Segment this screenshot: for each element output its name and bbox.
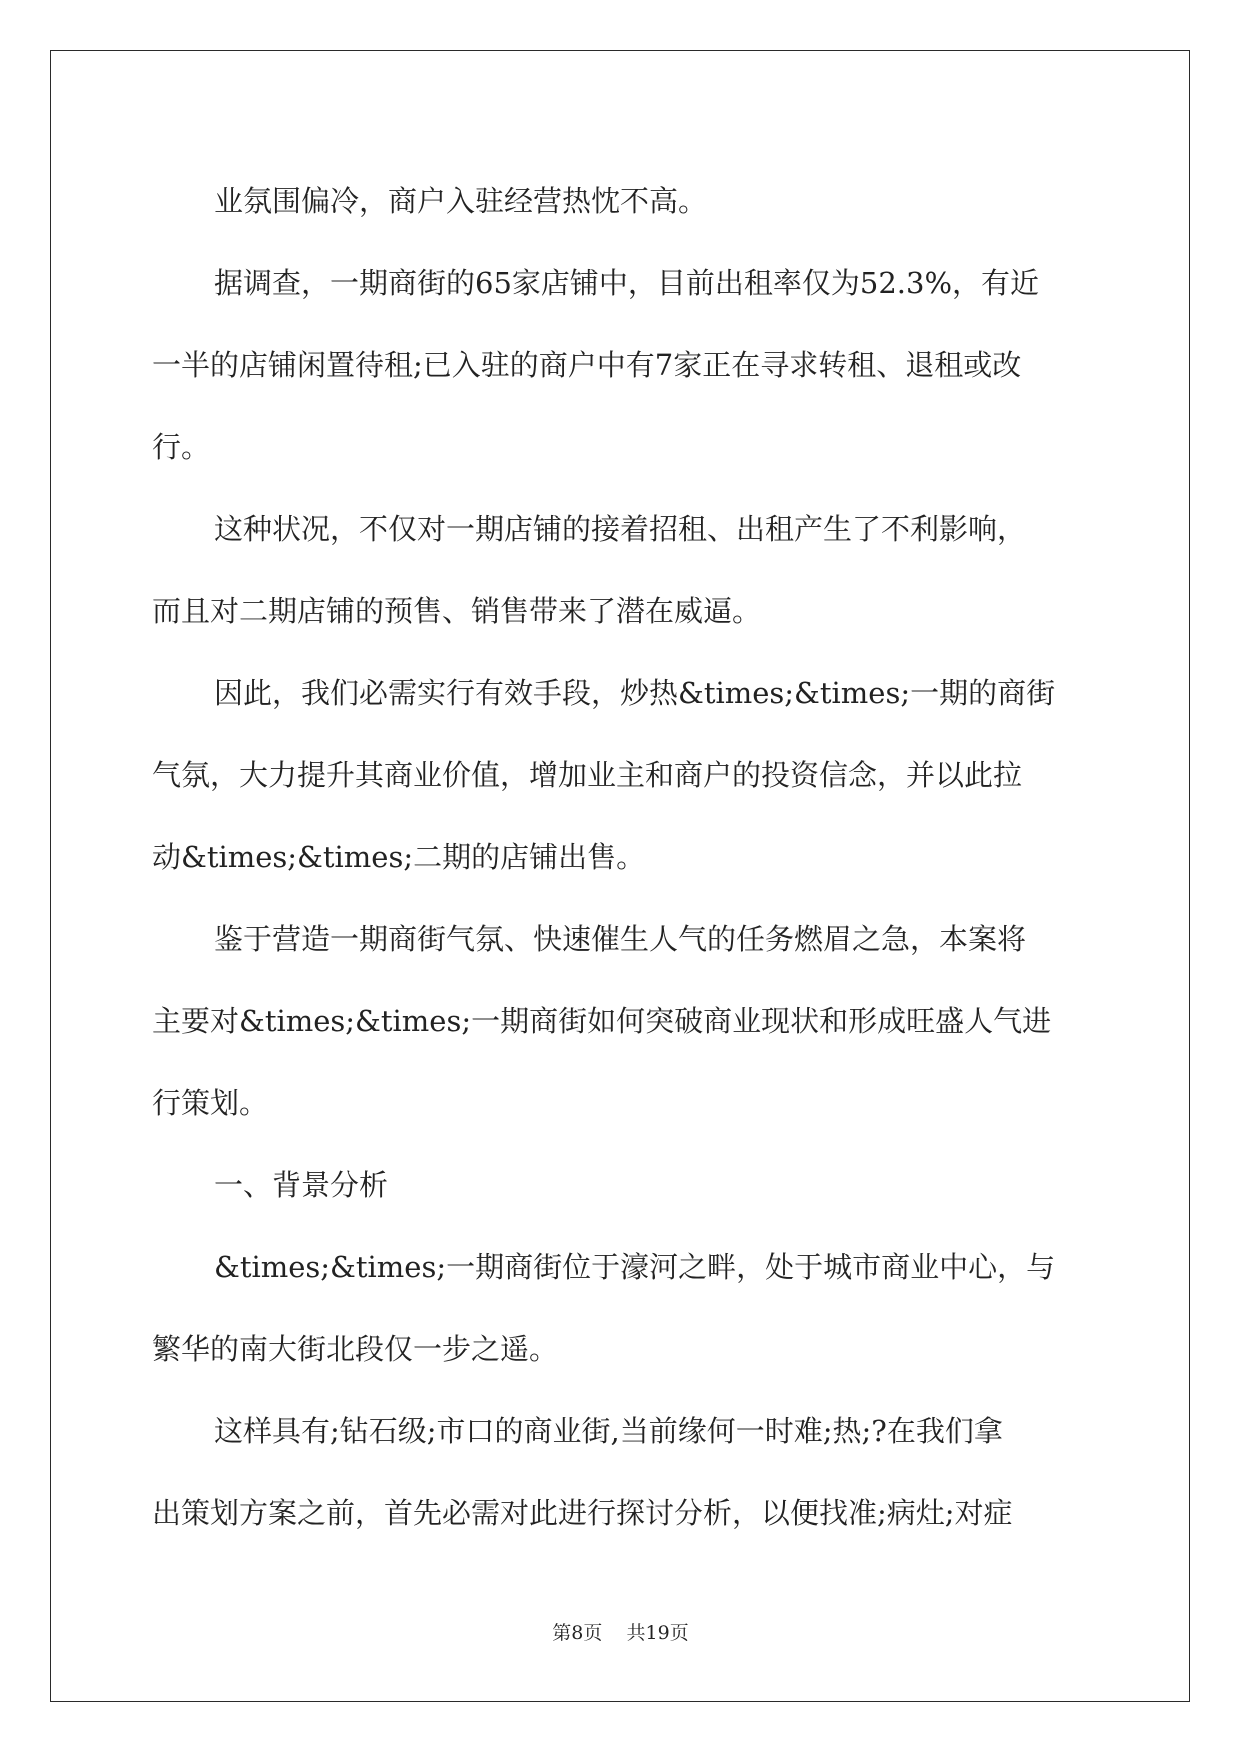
text-line: 鉴于营造一期商街气氛、快速催生人气的任务燃眉之急，本案将 xyxy=(214,922,1027,956)
text-line: &times;&times;一期商街位于濠河之畔，处于城市商业中心，与 xyxy=(214,1250,1056,1284)
text-line: 繁华的南大街北段仅一步之遥。 xyxy=(152,1332,559,1366)
text-line: 气氛，大力提升其商业价值，增加业主和商户的投资信念，并以此拉 xyxy=(152,758,1023,792)
page-number: 第8页 xyxy=(552,1622,603,1644)
text-line: 据调查，一期商街的65家店铺中，目前出租率仅为52.3%，有近 xyxy=(214,266,1040,300)
text-line: 主要对&times;&times;一期商街如何突破商业现状和形成旺盛人气进 xyxy=(152,1004,1052,1038)
document-body xyxy=(152,160,1088,1554)
text-line: 动&times;&times;二期的店铺出售。 xyxy=(152,840,646,874)
text-line: 一半的店铺闲置待租;已入驻的商户中有7家正在寻求转租、退租或改 xyxy=(152,348,1022,382)
page-footer xyxy=(0,1618,1241,1645)
text-line: 行。 xyxy=(152,430,211,464)
text-line: 因此，我们必需实行有效手段，炒热&times;&times;一期的商街 xyxy=(214,676,1056,710)
text-line: 这样具有;钻石级;市口的商业街,当前缘何一时难;热;?在我们拿 xyxy=(214,1414,1003,1448)
text-line: 这种状况，不仅对一期店铺的接着招租、出租产生了不利影响， xyxy=(214,512,1027,546)
text-line: 一、背景分析 xyxy=(214,1168,389,1202)
text-line: 而且对二期店铺的预售、销售带来了潜在威逼。 xyxy=(152,594,762,628)
text-line: 行策划。 xyxy=(152,1086,269,1120)
text-line: 出策划方案之前，首先必需对此进行探讨分析，以便找准;病灶;对症 xyxy=(152,1496,1013,1530)
page-total: 共19页 xyxy=(626,1622,689,1644)
text-line: 业氛围偏冷，商户入驻经营热忱不高。 xyxy=(214,184,708,218)
